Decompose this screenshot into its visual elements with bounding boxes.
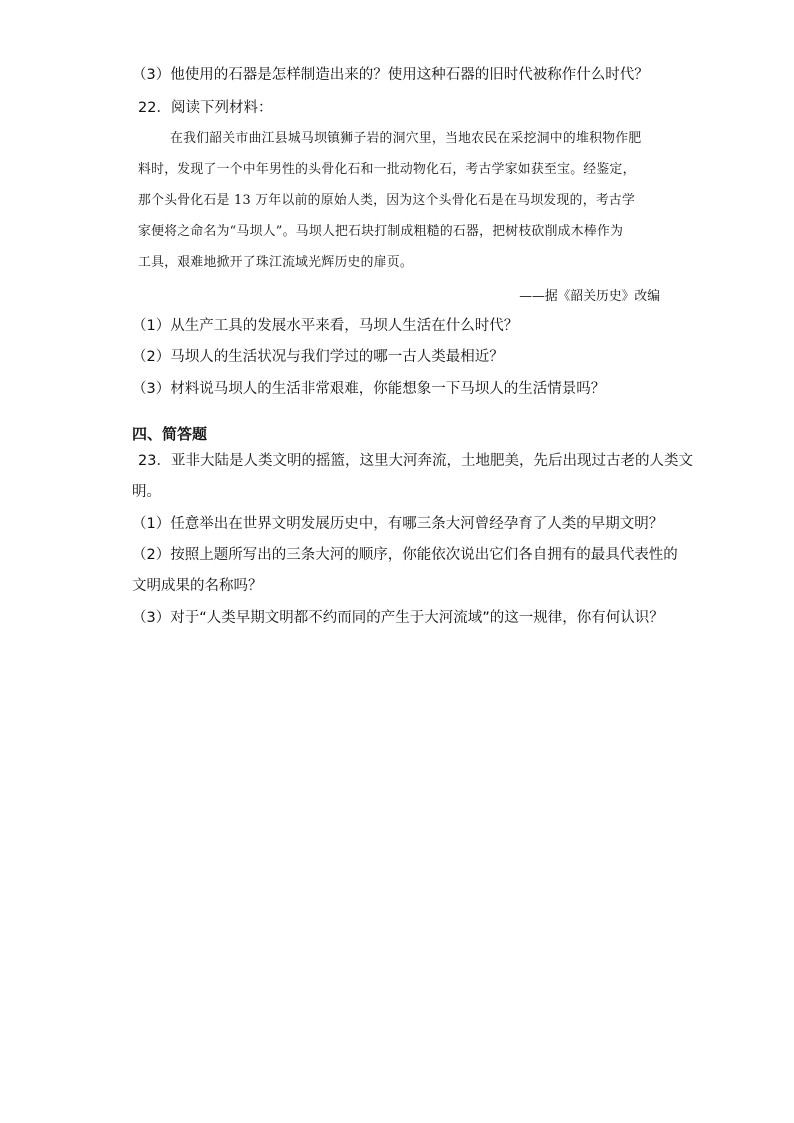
section-4-title: 四、简答题 bbox=[132, 425, 208, 443]
q22-material-line-5: 工具，艰难地掀开了珠江流域光辉历史的扉页。 bbox=[138, 255, 414, 270]
q22-material-line-4: 家便将之命名为“马坝人”。马坝人把石块打制成粗糙的石器，把树枝砍削成木棒作为 bbox=[138, 224, 624, 239]
q22-sub-question-3: （3）材料说马坝人的生活非常艰难，你能想象一下马坝人的生活情景吗？ bbox=[132, 381, 606, 397]
q23-sub-question-1: （1）任意举出在世界文明发展历史中，有哪三条大河曾经孕育了人类的早期文明？ bbox=[132, 516, 664, 532]
q23-stem-line-1: 23．亚非大陆是人类文明的摇篮，这里大河奔流，土地肥美，先后出现过古老的人类文 bbox=[138, 453, 693, 469]
q22-material-line-3: 那个头骨化石是 13 万年以前的原始人类，因为这个头骨化石是在马坝发现的，考古学 bbox=[138, 193, 636, 208]
q22-material-source: ——据《韶关历史》改编 bbox=[519, 289, 660, 304]
q23-sub-question-3: （3）对于“人类早期文明都不约而同的产生于大河流域”的这一规律，你有何认识？ bbox=[132, 610, 664, 626]
q22-sub-question-2: （2）马坝人的生活状况与我们学过的哪一古人类最相近？ bbox=[132, 349, 504, 365]
q21-sub-question-3: （3）他使用的石器是怎样制造出来的？使用这种石器的旧时代被称作什么时代？ bbox=[132, 67, 649, 83]
q22-material-line-1: 在我们韶关市曲江县城马坝镇狮子岩的洞穴里，当地农民在采挖洞中的堆积物作肥 bbox=[170, 131, 642, 146]
q22-material-line-2: 料时，发现了一个中年男性的头骨化石和一批动物化石，考古学家如获至宝。经鉴定， bbox=[138, 162, 636, 177]
q23-sub-question-2-line-2: 文明成果的名称吗？ bbox=[132, 578, 263, 594]
q23-stem-line-2: 明。 bbox=[132, 484, 161, 500]
q22-sub-question-1: （1）从生产工具的发展水平来看，马坝人生活在什么时代？ bbox=[132, 318, 519, 334]
q23-sub-question-2-line-1: （2）按照上题所写出的三条大河的顺序，你能依次说出它们各自拥有的最具代表性的 bbox=[132, 547, 678, 563]
q22-stem: 22．阅读下列材料： bbox=[138, 100, 273, 116]
